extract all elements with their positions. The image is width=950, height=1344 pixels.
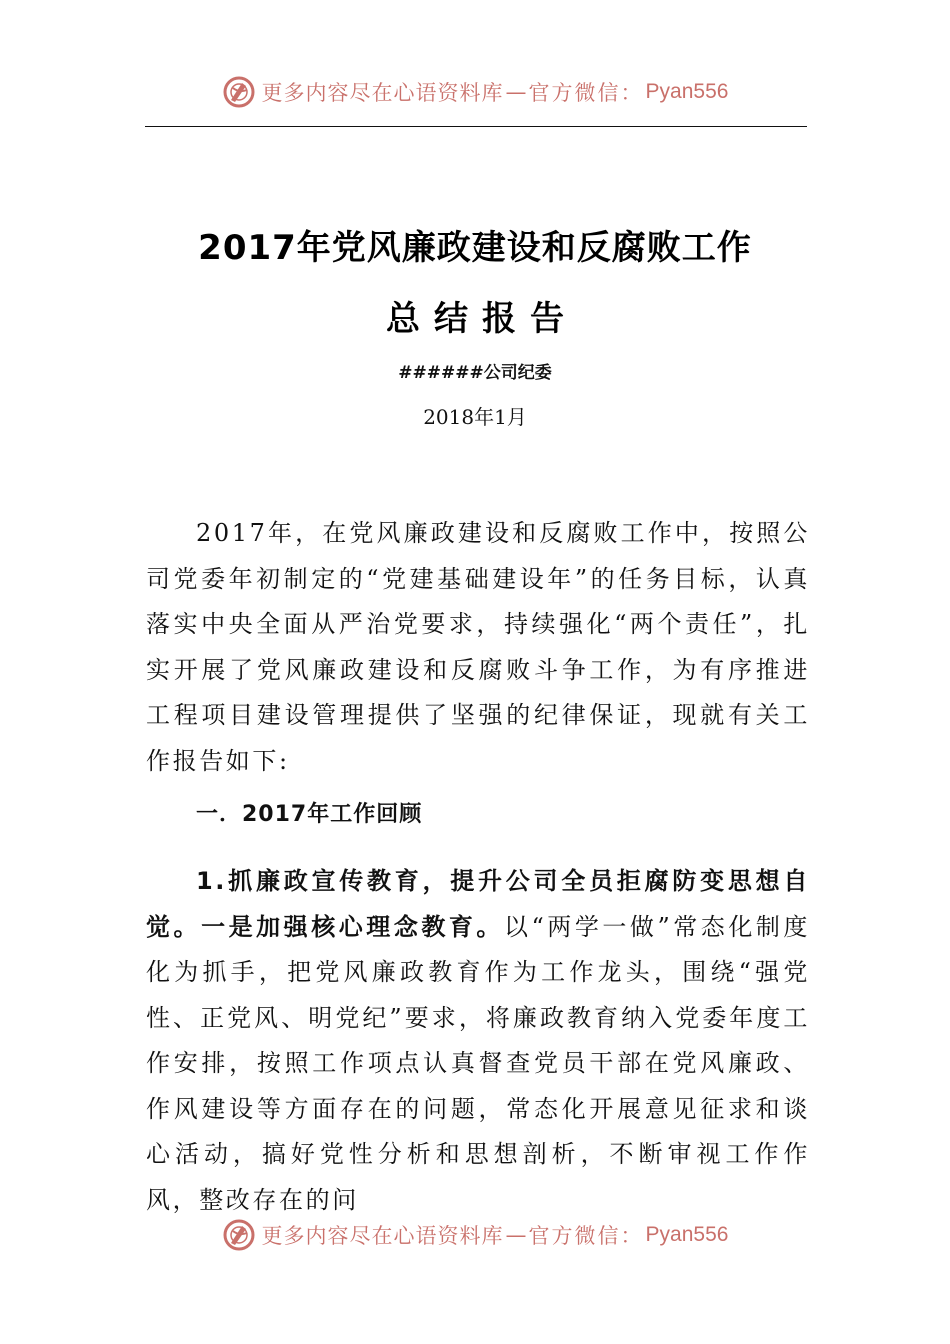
- item1-subheading: 一是加强核心理念教育。: [201, 912, 504, 941]
- header-watermark: [0, 72, 950, 112]
- document-title-line1: 2017年党风廉政建设和反腐败工作: [198, 228, 752, 268]
- watermark-text: 更多内容尽在心语资料库: [261, 1224, 504, 1248]
- document-organization: ######公司纪委: [398, 363, 552, 383]
- header-divider: [145, 126, 807, 127]
- watermark-wechat-id: Pyan556: [645, 80, 729, 103]
- watermark-text: 更多内容尽在心语资料库: [261, 81, 504, 105]
- document-date: 2018年1月: [423, 405, 527, 429]
- item1-heading: 1.抓廉政宣传教育，提升公司全员拒腐防变思想自觉。: [146, 867, 810, 941]
- watermark-separator: —: [505, 1223, 527, 1247]
- seal-logo-icon: [222, 1218, 256, 1252]
- watermark-separator: —: [505, 80, 527, 104]
- watermark-wechat-label: 官方微信：: [528, 81, 644, 105]
- document-title-line2: 总结报告: [386, 299, 578, 339]
- section-heading: 一．2017年工作回顾: [196, 802, 423, 827]
- watermark-wechat-id: Pyan556: [645, 1223, 729, 1246]
- intro-paragraph: 2017年，在党风廉政建设和反腐败工作中，按照公司党委年初制定的“党建基础建设年”的任务目标，认真落实中央全面从严治党要求，持续强化“两个责任”，扎实开展了党风廉政建设和反腐败斗争工作，为有序推进工程项目建设管理提供了坚强的纪律保证，现就有关工作报告如下:: [146, 519, 810, 775]
- item1-paragraph: [146, 859, 810, 1223]
- item1-text: 以“两学一做”常态化制度化为抓手，把党风廉政教育作为工作龙头，围绕“强党性、正党风、明党纪”要求，将廉政教育纳入党委年度工作安排，按照工作项点认真督查党员干部在党风廉政、作风建设等方面存在的问题，常态化开展意见征求和谈心活动，搞好党性分析和思想剖析，不断审视工作作风，整改存在的问: [146, 912, 810, 1214]
- footer-watermark: [0, 1215, 950, 1255]
- seal-logo-icon: [222, 75, 256, 109]
- watermark-wechat-label: 官方微信：: [528, 1224, 644, 1248]
